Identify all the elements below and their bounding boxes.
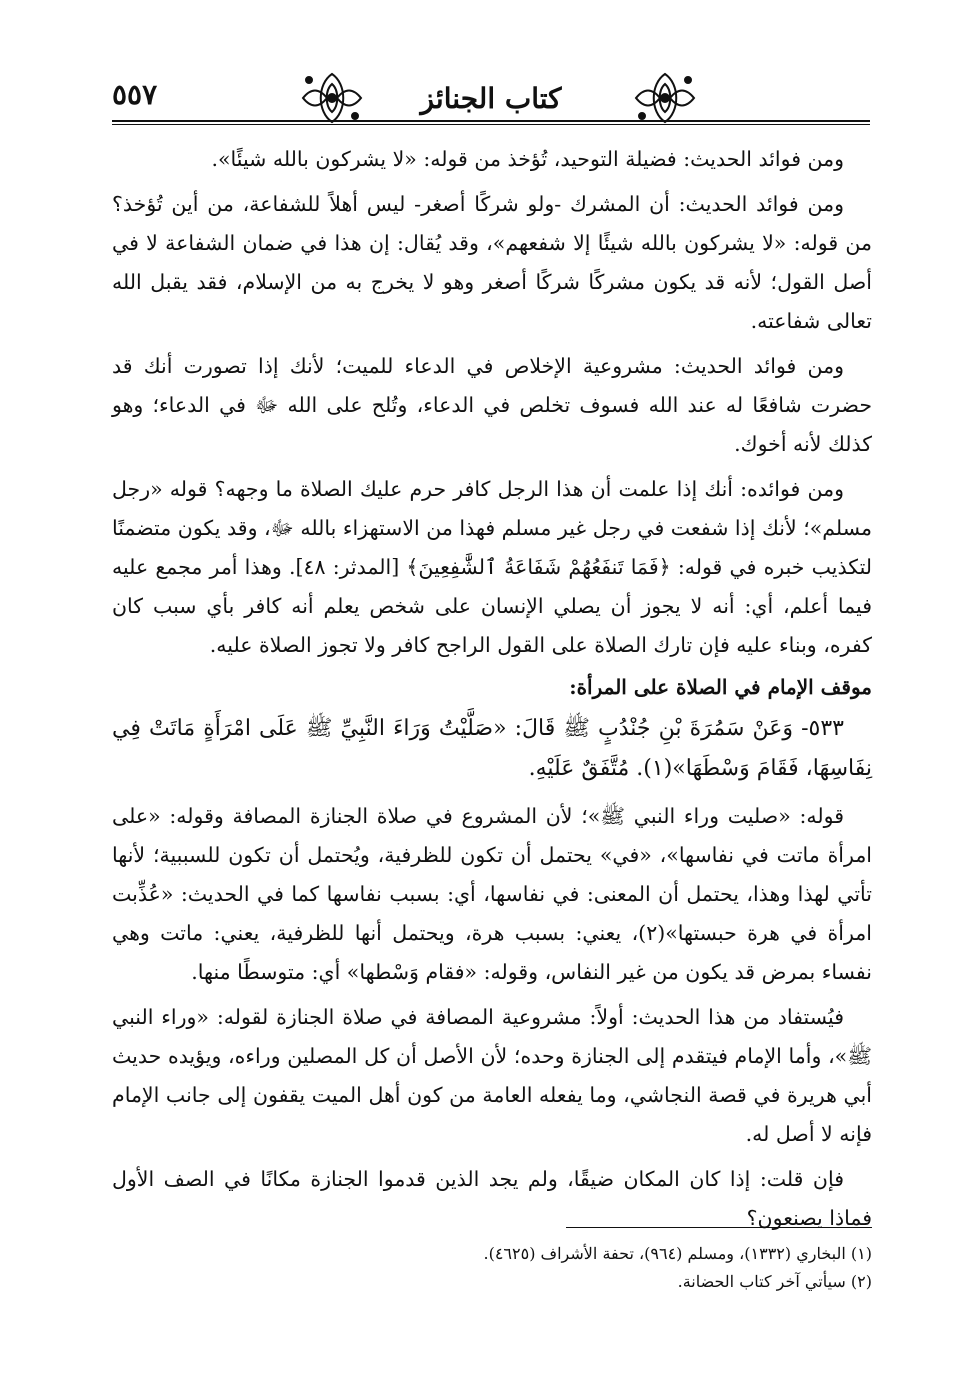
page-number: ٥٥٧ xyxy=(112,78,158,111)
paragraph-mushrik-shafaa: ومن فوائد الحديث: أن المشرك -ولو شركًا أصغر- ليس أهلاً للشفاعة، من أين تُؤخذ؟ من قوله: «لا يشركون بالله شيئًا إلا شفعهم»، وقد يُقال: إن هذا في ضمان الشفاعة لا في أصل القول؛ لأنه قد يكون مشركًا شركًا أصغر وهو لا يخرج به من الإسلام، فقد يقبل الله تعالى شفاعته. xyxy=(112,192,872,333)
paragraph-explanation: قوله: «صليت وراء النبي ﷺ»؛ لأن المشروع في صلاة الجنازة المصافة وقوله: «على امرأة ماتت في نفاسها»، «في» يحتمل أن تكون للظرفية، ويُحتمل أن تكون للسببية؛ لأنها تأتي لهذا وهذا، يحتمل أن المعنى: في نفاسها، أي: بسبب نفاسها كما في الحديث: «عُذِّبت امرأة في هرة حبستها»(٢)، يعني: بسبب هرة، ويحتمل أنها للظرفية، يعني: ماتت وهي نفساء بمرض قد يكون من غير النفاس، وقوله: «فقام وَسْطها» أي: متوسطًا منها. xyxy=(112,804,872,984)
page-header xyxy=(112,70,870,130)
chapter-title: كتاب الجنائز xyxy=(420,82,562,115)
paragraph-question: فإن قلت: إذا كان المكان ضيقًا، ولم يجد الذين قدموا الجنازة مكانًا في الصف الأول فماذا يصنعون؟ xyxy=(112,1167,872,1230)
paragraph-benefits: فيُستفاد من هذا الحديث: أولاً: مشروعية المصافة في صلاة الجنازة لقوله: «وراء النبي ﷺ»، وأما الإمام فيتقدم إلى الجنازة وحده؛ لأن الأصل أن كل المصلين وراءه، ويؤيده حديث أبي هريرة في قصة النجاشي، وما يفعله العامة من كون أهل الميت يقفون إلى جانب الإمام فإنه لا أصل له. xyxy=(112,1005,872,1146)
paragraph-benefit-tawhid: ومن فوائد الحديث: فضيلة التوحيد، تُؤخذ من قوله: «لا يشركون بالله شيئًا». xyxy=(211,147,844,171)
header-rule-thin xyxy=(112,124,870,125)
section-heading: موقف الإمام في الصلاة على المرأة: xyxy=(569,675,872,699)
main-text xyxy=(112,140,872,1244)
paragraph-ikhlas-dua: ومن فوائد الحديث: مشروعية الإخلاص في الدعاء للميت؛ لأنك إذا تصورت أنك قد حضرت شافعًا له عند الله فسوف تخلص في الدعاء، وتُلح على الله ﷻ في الدعاء؛ وهو كذلك لأنه أخوك. xyxy=(112,354,872,456)
hadith-text: ٥٣٣- وَعَنْ سَمُرَةَ بْنِ جُنْدُبٍ ﷺ قَالَ: «صَلَّيْتُ وَرَاءَ النَّبِيِّ ﷺ عَلَى امْرَأَةٍ مَاتَتْ فِي نِفَاسِهَا، فَقَامَ وَسْطَهَا»(١). مُتَّفَقٌ عَلَيْهِ. xyxy=(112,716,872,781)
header-rule xyxy=(112,120,870,122)
footnote-rule xyxy=(566,1227,872,1228)
paragraph-kafir-salah: ومن فوائده: أنك إذا علمت أن هذا الرجل كافر حرم عليك الصلاة ما وجهه؟ قوله «رجل مسلم»؛ لأنك إذا شفعت في رجل غير مسلم فهذا من الاستهزاء بالله ﷻ، وقد يكون متضمنًا لتكذيب خبره في قوله: ﴿فَمَا تَنفَعُهُمْ شَفَاعَةُ ٱلشَّٰفِعِينَ﴾ [المدثر: ٤٨]. وهذا أمر مجمع عليه فيما أعلم، أي: أنه لا يجوز أن يصلي الإنسان على شخص يعلم أنه كافر بأي سبب كان كفره، وبناء عليه فإن تارك الصلاة على القول الراجح كافر ولا تجوز الصلاة عليه. xyxy=(112,477,872,657)
footnotes xyxy=(112,1240,872,1296)
footnote-2: (٢) سيأتي آخر كتاب الحضانة. xyxy=(677,1272,872,1291)
footnote-1: (١) البخاري (١٣٣٢)، ومسلم (٩٦٤)، تحفة الأشراف (٤٦٢٥). xyxy=(483,1244,872,1263)
ornament-right-icon xyxy=(630,70,700,126)
